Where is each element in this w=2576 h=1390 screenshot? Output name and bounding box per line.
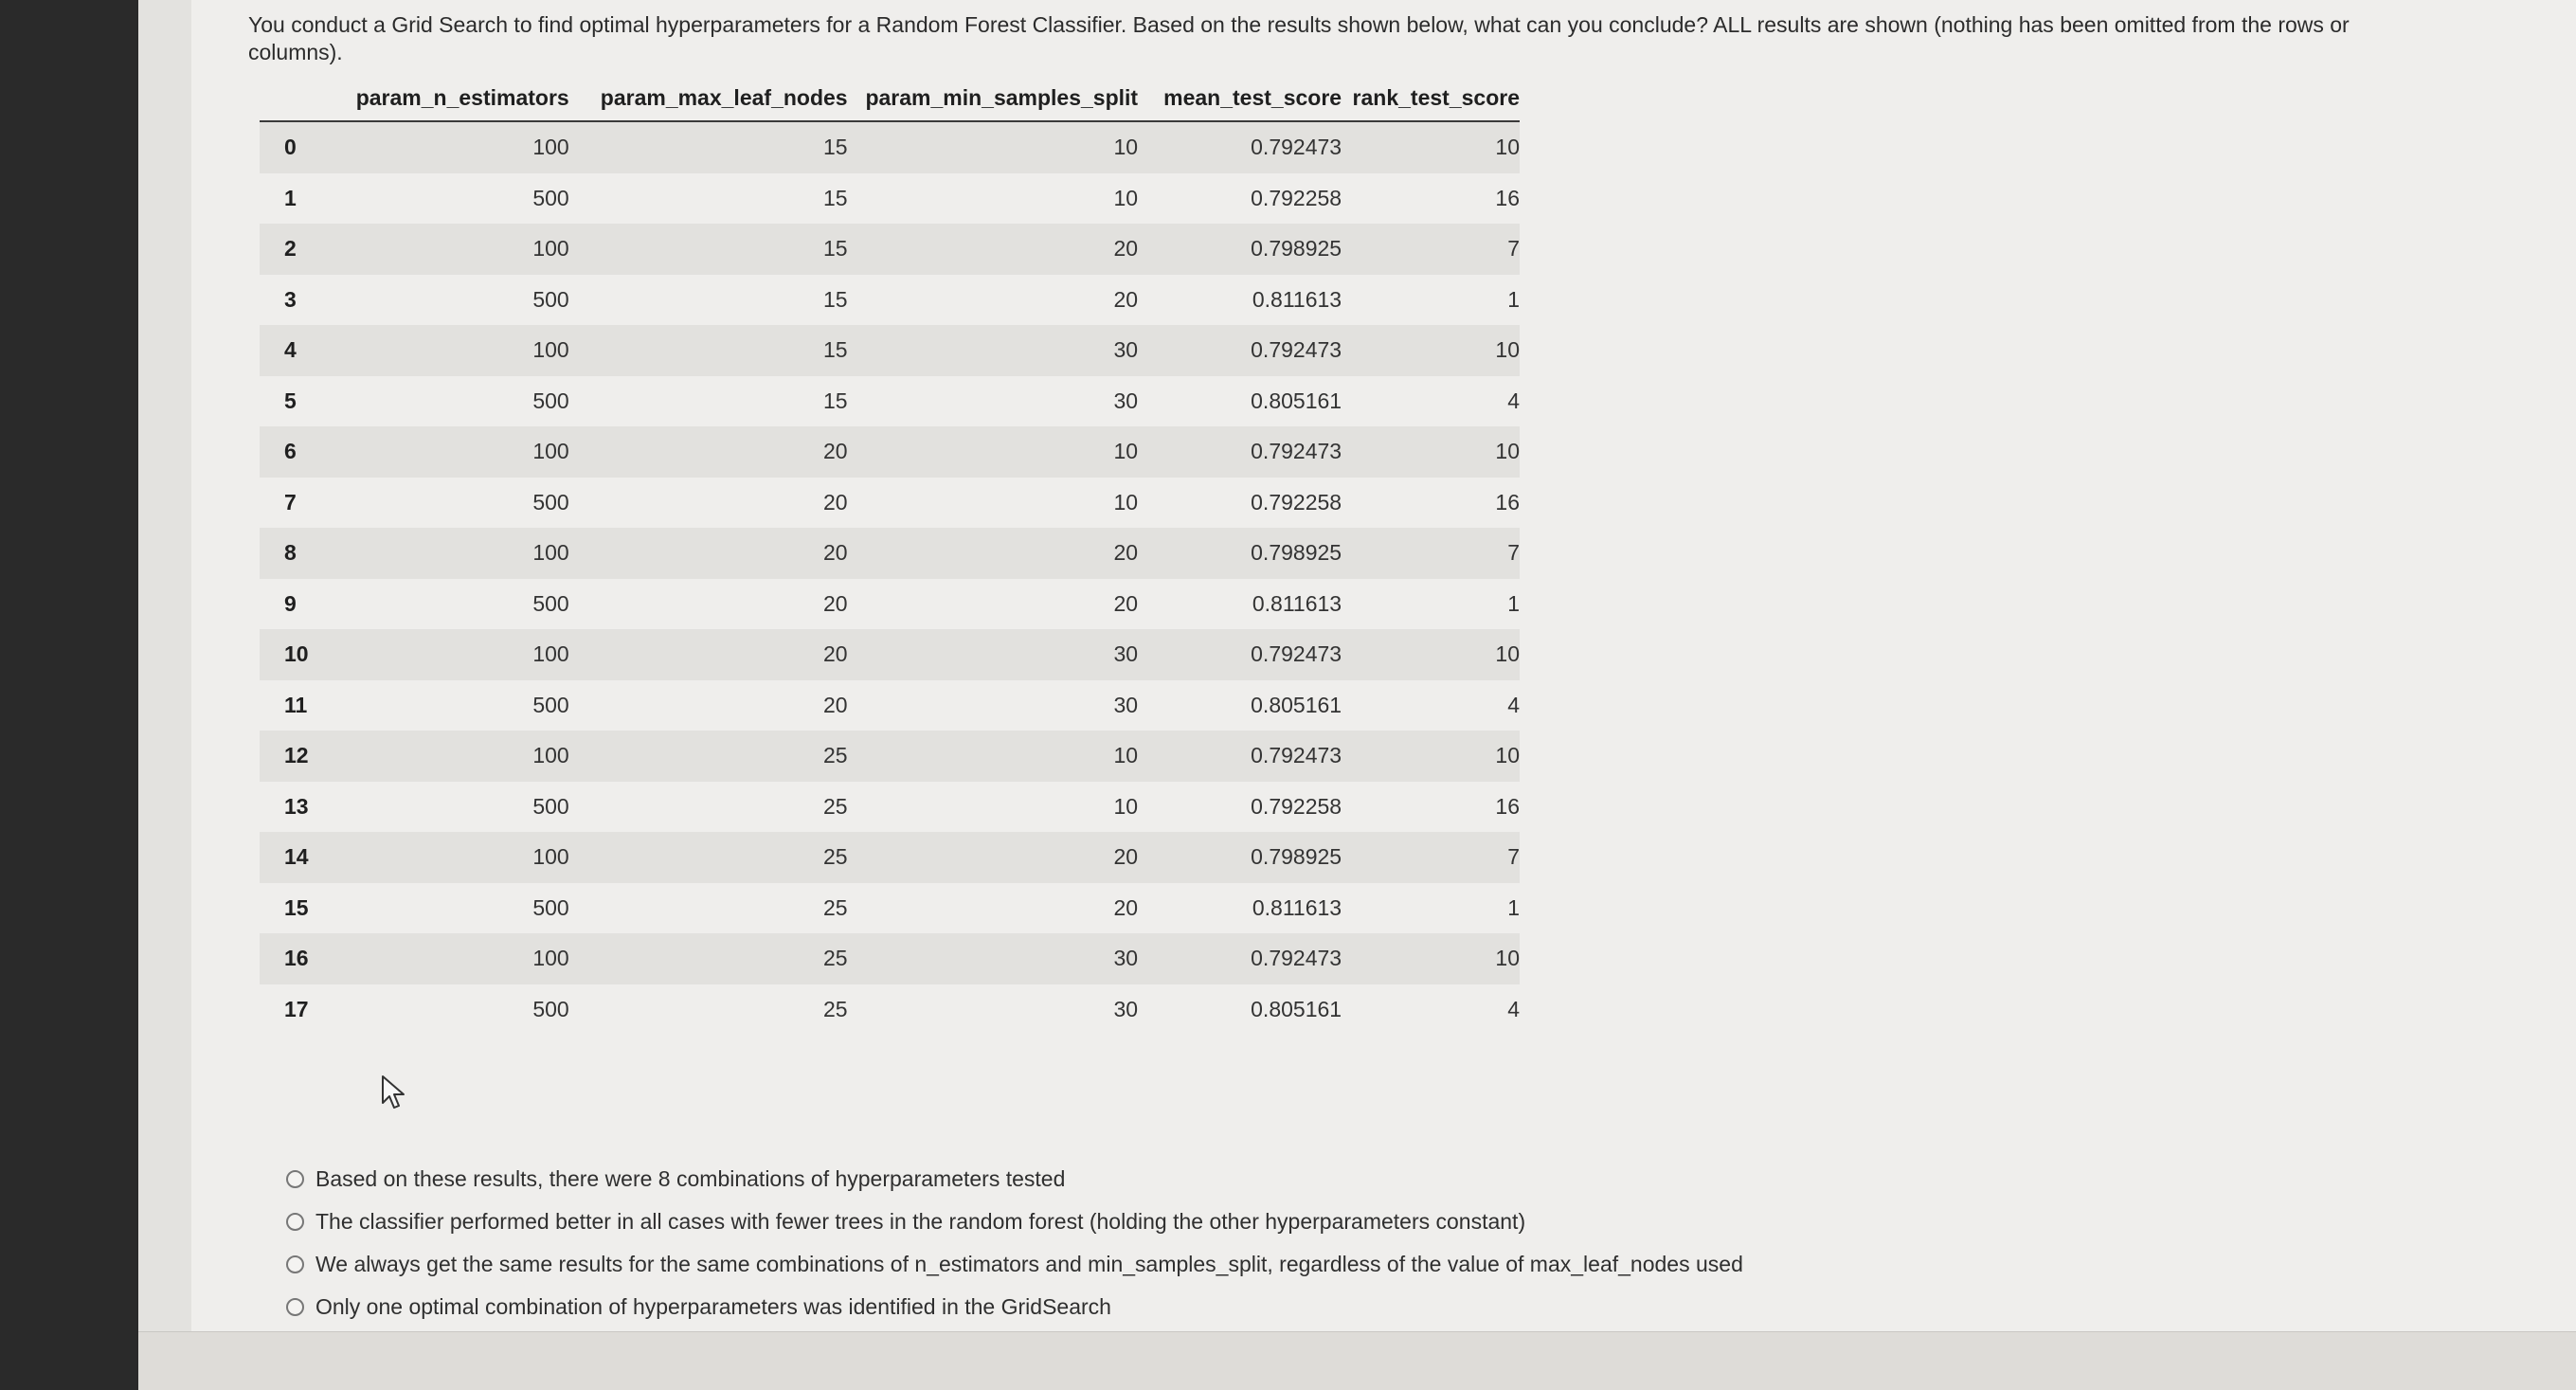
table-row — [260, 731, 1520, 782]
rank-test-score-cell: 16 — [1342, 782, 1520, 833]
n-estimators-cell: 100 — [336, 325, 569, 376]
rank-test-score-cell: 10 — [1342, 426, 1520, 478]
table-row — [260, 426, 1520, 478]
row-index: 1 — [260, 173, 336, 225]
column-header-max-leaf-nodes: param_max_leaf_nodes — [569, 85, 848, 121]
row-index: 8 — [260, 528, 336, 579]
rank-test-score-cell: 16 — [1342, 478, 1520, 529]
min-samples-split-cell: 10 — [848, 782, 1139, 833]
table-row — [260, 121, 1520, 173]
max-leaf-nodes-cell: 20 — [569, 579, 848, 630]
table-row — [260, 376, 1520, 427]
radio-button[interactable] — [286, 1255, 304, 1273]
max-leaf-nodes-cell: 15 — [569, 224, 848, 275]
row-index: 16 — [260, 933, 336, 984]
min-samples-split-cell: 30 — [848, 629, 1139, 680]
answer-option-1[interactable] — [286, 1158, 1743, 1200]
min-samples-split-cell: 30 — [848, 325, 1139, 376]
n-estimators-cell: 100 — [336, 933, 569, 984]
n-estimators-cell: 500 — [336, 883, 569, 934]
mean-test-score-cell: 0.798925 — [1138, 224, 1342, 275]
min-samples-split-cell: 10 — [848, 121, 1139, 173]
n-estimators-cell: 100 — [336, 426, 569, 478]
table-row — [260, 883, 1520, 934]
column-header-n-estimators: param_n_estimators — [336, 85, 569, 121]
table-row — [260, 782, 1520, 833]
max-leaf-nodes-cell: 15 — [569, 173, 848, 225]
max-leaf-nodes-cell: 20 — [569, 426, 848, 478]
screen-bezel — [0, 0, 138, 1390]
radio-button[interactable] — [286, 1298, 304, 1316]
min-samples-split-cell: 20 — [848, 528, 1139, 579]
n-estimators-cell: 500 — [336, 782, 569, 833]
mean-test-score-cell: 0.792258 — [1138, 782, 1342, 833]
n-estimators-cell: 500 — [336, 680, 569, 731]
min-samples-split-cell: 20 — [848, 883, 1139, 934]
mean-test-score-cell: 0.792473 — [1138, 731, 1342, 782]
mouse-pointer-icon — [381, 1074, 409, 1112]
min-samples-split-cell: 30 — [848, 680, 1139, 731]
mean-test-score-cell: 0.792473 — [1138, 325, 1342, 376]
quiz-page — [191, 0, 2576, 1331]
row-index: 0 — [260, 121, 336, 173]
min-samples-split-cell: 10 — [848, 173, 1139, 225]
n-estimators-cell: 100 — [336, 731, 569, 782]
min-samples-split-cell: 30 — [848, 933, 1139, 984]
rank-test-score-cell: 10 — [1342, 121, 1520, 173]
n-estimators-cell: 100 — [336, 224, 569, 275]
table-row — [260, 579, 1520, 630]
max-leaf-nodes-cell: 15 — [569, 325, 848, 376]
mean-test-score-cell: 0.792473 — [1138, 629, 1342, 680]
max-leaf-nodes-cell: 15 — [569, 121, 848, 173]
mean-test-score-cell: 0.805161 — [1138, 376, 1342, 427]
table-row — [260, 478, 1520, 529]
n-estimators-cell: 500 — [336, 478, 569, 529]
n-estimators-cell: 100 — [336, 528, 569, 579]
max-leaf-nodes-cell: 20 — [569, 528, 848, 579]
answer-options — [286, 1158, 1743, 1328]
table-row — [260, 275, 1520, 326]
mean-test-score-cell: 0.792258 — [1138, 173, 1342, 225]
question-text: You conduct a Grid Search to find optimal hyperparameters for a Random Forest Classifier. Based on the results shown below, what can you conclude? ALL results are shown (nothing has been omitted from the rows or columns). — [248, 12, 2350, 64]
n-estimators-cell: 100 — [336, 121, 569, 173]
rank-test-score-cell: 10 — [1342, 629, 1520, 680]
table-row — [260, 629, 1520, 680]
table-header-row — [260, 85, 1520, 121]
min-samples-split-cell: 30 — [848, 376, 1139, 427]
answer-option-4[interactable] — [286, 1286, 1743, 1328]
screen-bottom-edge — [138, 1331, 2576, 1390]
row-index: 12 — [260, 731, 336, 782]
row-index: 15 — [260, 883, 336, 934]
min-samples-split-cell: 20 — [848, 275, 1139, 326]
mean-test-score-cell: 0.792473 — [1138, 121, 1342, 173]
min-samples-split-cell: 30 — [848, 984, 1139, 1036]
row-index: 11 — [260, 680, 336, 731]
n-estimators-cell: 100 — [336, 629, 569, 680]
table-row — [260, 325, 1520, 376]
min-samples-split-cell: 20 — [848, 224, 1139, 275]
max-leaf-nodes-cell: 25 — [569, 832, 848, 883]
answer-option-label: We always get the same results for the same combinations of n_estimators and min_samples_split, regardless of the value of max_leaf_nodes used — [315, 1252, 1743, 1276]
rank-test-score-cell: 10 — [1342, 731, 1520, 782]
row-index: 2 — [260, 224, 336, 275]
max-leaf-nodes-cell: 25 — [569, 883, 848, 934]
max-leaf-nodes-cell: 20 — [569, 680, 848, 731]
n-estimators-cell: 100 — [336, 832, 569, 883]
mean-test-score-cell: 0.798925 — [1138, 832, 1342, 883]
table-row — [260, 680, 1520, 731]
mean-test-score-cell: 0.805161 — [1138, 984, 1342, 1036]
table-row — [260, 984, 1520, 1036]
table-row — [260, 173, 1520, 225]
min-samples-split-cell: 20 — [848, 579, 1139, 630]
mean-test-score-cell: 0.811613 — [1138, 275, 1342, 326]
answer-option-3[interactable] — [286, 1243, 1743, 1286]
column-header-index — [260, 85, 336, 121]
n-estimators-cell: 500 — [336, 173, 569, 225]
answer-option-label: Only one optimal combination of hyperparameters was identified in the GridSearch — [315, 1294, 1111, 1319]
rank-test-score-cell: 4 — [1342, 984, 1520, 1036]
rank-test-score-cell: 10 — [1342, 325, 1520, 376]
min-samples-split-cell: 10 — [848, 731, 1139, 782]
answer-option-label: The classifier performed better in all cases with fewer trees in the random forest (holding the other hyperparameters constant) — [315, 1209, 1526, 1234]
rank-test-score-cell: 4 — [1342, 376, 1520, 427]
min-samples-split-cell: 10 — [848, 478, 1139, 529]
row-index: 13 — [260, 782, 336, 833]
row-index: 3 — [260, 275, 336, 326]
rank-test-score-cell: 16 — [1342, 173, 1520, 225]
row-index: 4 — [260, 325, 336, 376]
rank-test-score-cell: 1 — [1342, 883, 1520, 934]
left-margin — [138, 0, 192, 1390]
mean-test-score-cell: 0.811613 — [1138, 579, 1342, 630]
row-index: 7 — [260, 478, 336, 529]
rank-test-score-cell: 4 — [1342, 680, 1520, 731]
mean-test-score-cell: 0.811613 — [1138, 883, 1342, 934]
max-leaf-nodes-cell: 20 — [569, 478, 848, 529]
table-row — [260, 933, 1520, 984]
rank-test-score-cell: 7 — [1342, 832, 1520, 883]
max-leaf-nodes-cell: 25 — [569, 933, 848, 984]
row-index: 9 — [260, 579, 336, 630]
mean-test-score-cell: 0.798925 — [1138, 528, 1342, 579]
row-index: 10 — [260, 629, 336, 680]
rank-test-score-cell: 10 — [1342, 933, 1520, 984]
max-leaf-nodes-cell: 15 — [569, 376, 848, 427]
radio-button[interactable] — [286, 1213, 304, 1231]
mean-test-score-cell: 0.792473 — [1138, 426, 1342, 478]
column-header-rank-test-score: rank_test_score — [1342, 85, 1520, 121]
grid-search-results-table — [260, 85, 1520, 1035]
radio-button[interactable] — [286, 1170, 304, 1188]
max-leaf-nodes-cell: 20 — [569, 629, 848, 680]
table-row — [260, 528, 1520, 579]
max-leaf-nodes-cell: 25 — [569, 731, 848, 782]
n-estimators-cell: 500 — [336, 579, 569, 630]
mean-test-score-cell: 0.792473 — [1138, 933, 1342, 984]
n-estimators-cell: 500 — [336, 984, 569, 1036]
rank-test-score-cell: 7 — [1342, 224, 1520, 275]
rank-test-score-cell: 7 — [1342, 528, 1520, 579]
row-index: 6 — [260, 426, 336, 478]
row-index: 14 — [260, 832, 336, 883]
rank-test-score-cell: 1 — [1342, 579, 1520, 630]
row-index: 17 — [260, 984, 336, 1036]
max-leaf-nodes-cell: 25 — [569, 984, 848, 1036]
row-index: 5 — [260, 376, 336, 427]
n-estimators-cell: 500 — [336, 275, 569, 326]
min-samples-split-cell: 20 — [848, 832, 1139, 883]
answer-option-2[interactable] — [286, 1200, 1743, 1243]
mean-test-score-cell: 0.805161 — [1138, 680, 1342, 731]
min-samples-split-cell: 10 — [848, 426, 1139, 478]
rank-test-score-cell: 1 — [1342, 275, 1520, 326]
max-leaf-nodes-cell: 25 — [569, 782, 848, 833]
max-leaf-nodes-cell: 15 — [569, 275, 848, 326]
mean-test-score-cell: 0.792258 — [1138, 478, 1342, 529]
table-row — [260, 832, 1520, 883]
n-estimators-cell: 500 — [336, 376, 569, 427]
table-row — [260, 224, 1520, 275]
answer-option-label: Based on these results, there were 8 combinations of hyperparameters tested — [315, 1166, 1066, 1191]
column-header-mean-test-score: mean_test_score — [1138, 85, 1342, 121]
column-header-min-samples-split: param_min_samples_split — [848, 85, 1139, 121]
